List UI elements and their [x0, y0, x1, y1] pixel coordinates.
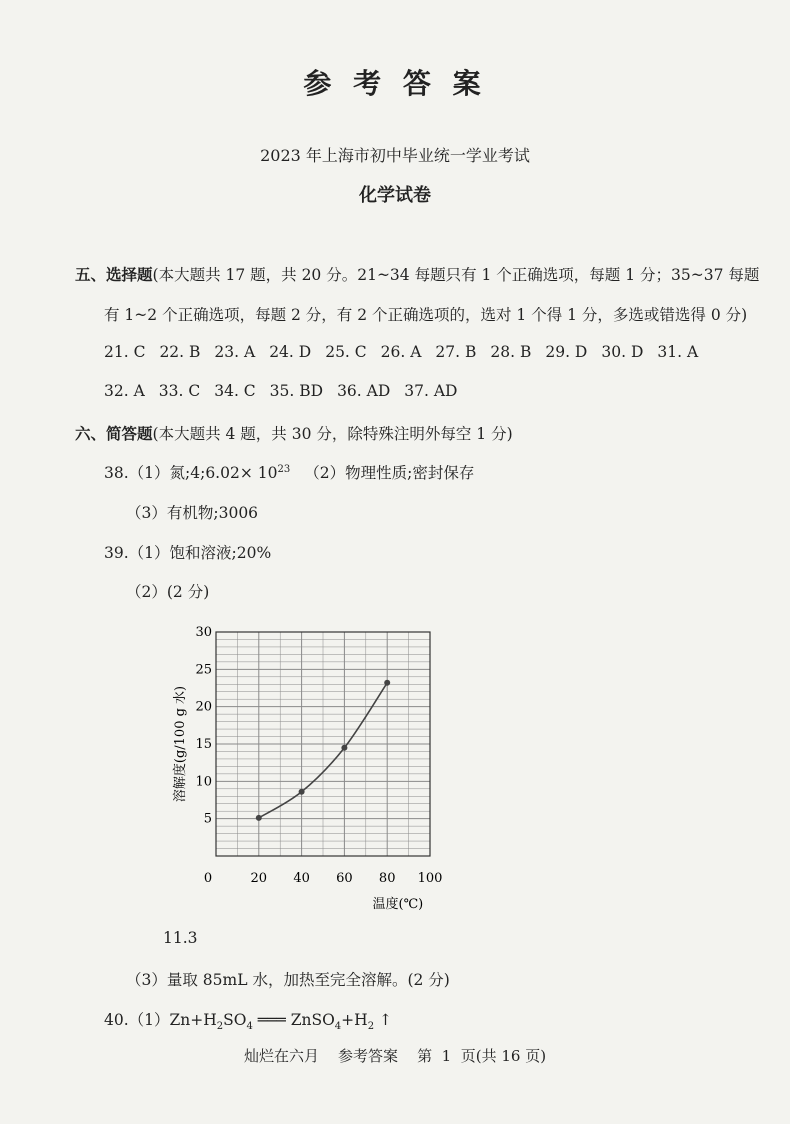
- q39-p2-text: (2 分): [166, 583, 210, 601]
- answer-item: 22. B: [159, 343, 201, 361]
- solubility-chart: [170, 620, 460, 920]
- q39-p3-text: 量取 85mL 水，加热至完全溶解。(2 分): [166, 971, 450, 989]
- q39-line3: [126, 968, 450, 990]
- answer-item: 37. AD: [404, 382, 458, 400]
- paper-name: 化学试卷: [359, 185, 431, 206]
- answer-item: 31. A: [657, 343, 699, 361]
- y-tick-label: 30: [195, 625, 212, 640]
- answer-item: 28. B: [490, 343, 532, 361]
- q39-value: 11.3: [163, 929, 198, 947]
- eq-equals: ═══: [252, 1011, 291, 1029]
- y-axis-label: 溶解度(g/100 g 水): [173, 685, 188, 803]
- section6-line: [75, 422, 513, 444]
- answer-item: 32. A: [104, 382, 145, 400]
- answer-item: 21. C: [104, 343, 146, 361]
- answer-item: 35. BD: [269, 382, 324, 400]
- page-footer: 灿烂在六月 参考答案 第 1 页(共 16 页): [243, 1047, 547, 1065]
- answer-item: 25. C: [325, 343, 367, 361]
- q40-p1-label: 40.（1）: [104, 1011, 170, 1029]
- q38-line2: [126, 501, 258, 523]
- x-tick-label: 0: [203, 871, 213, 886]
- section6-desc: (本大题共 4 题，共 30 分，除特殊注明外每空 1 分): [152, 425, 513, 443]
- answer-item: 24. D: [269, 343, 312, 361]
- answer-item: 36. AD: [337, 382, 391, 400]
- q38-p3-text: 有机物;3006: [166, 504, 259, 522]
- answer-item: 26. A: [380, 343, 422, 361]
- q38-p2-text: 物理性质;密封保存: [345, 464, 475, 482]
- q38-line1: [104, 461, 474, 483]
- gas-arrow: ↑: [374, 1011, 392, 1029]
- answers-row1: [104, 343, 698, 361]
- answer-item: 29. D: [545, 343, 588, 361]
- answer-item: 34. C: [214, 382, 256, 400]
- eq-sub: 2: [367, 1021, 375, 1033]
- data-point: [384, 680, 390, 686]
- eq-part: SO: [223, 1011, 247, 1029]
- eq-sub: 4: [334, 1021, 342, 1033]
- y-tick-label: 20: [195, 699, 212, 715]
- section6-heading: 六、简答题: [75, 424, 153, 443]
- q38-p1-label: 38.（1）: [104, 464, 170, 482]
- section5-desc2: 有 1~2 个正确选项，每题 2 分，有 2 个正确选项的，选对 1 个得 1 分，多选或错选得 0 分): [104, 306, 748, 324]
- x-axis-label: 温度(℃): [372, 897, 424, 912]
- page-title: 参 考 答 案: [303, 67, 487, 100]
- q38-p1-text: 氮;4;6.02× 10: [169, 464, 278, 482]
- answer-item: 30. D: [601, 343, 644, 361]
- q38-p3-label: （3）: [126, 504, 167, 522]
- section5-heading: 五、选择题: [75, 265, 153, 284]
- eq-part: ZnSO: [290, 1011, 335, 1029]
- q38-p1-sup: 23: [277, 463, 291, 475]
- eq-part: +H: [341, 1011, 368, 1029]
- y-tick-label: 25: [195, 662, 212, 678]
- q39-p2-label: （2）: [126, 583, 167, 601]
- x-tick-label: 60: [336, 871, 353, 886]
- y-tick-label: 15: [195, 737, 212, 752]
- equation: [169, 1011, 392, 1033]
- data-point: [299, 789, 305, 795]
- data-point: [256, 815, 262, 821]
- q39-line2: [126, 580, 209, 602]
- section5-desc1: (本大题共 17 题，共 20 分。21~34 每题只有 1 个正确选项，每题 1 分；35~37 每题: [152, 266, 760, 284]
- answer-item: 23. A: [214, 343, 256, 361]
- q38-p2-label: （2）: [304, 464, 346, 482]
- q39-p1-label: 39.（1）: [104, 544, 170, 562]
- eq-sub: 4: [246, 1021, 253, 1033]
- eq-part: Zn+H: [169, 1011, 217, 1029]
- section5-line1: [75, 263, 759, 285]
- x-tick-label: 40: [293, 871, 310, 886]
- q39-p1-text: 饱和溶液;20%: [169, 544, 272, 562]
- answers-row2: [104, 382, 471, 400]
- y-tick-label: 5: [203, 811, 212, 827]
- answer-item: 27. B: [435, 343, 477, 361]
- chart-grid: [216, 632, 430, 856]
- exam-subtitle: 2023 年上海市初中毕业统一学业考试: [260, 146, 530, 165]
- x-tick-label: 100: [417, 871, 443, 886]
- answer-item: 33. C: [158, 382, 201, 400]
- q40-line1: [104, 1008, 392, 1032]
- data-point: [341, 745, 347, 751]
- x-tick-label: 80: [378, 871, 396, 886]
- eq-sub: 2: [216, 1021, 224, 1033]
- q39-p3-label: （3）: [126, 971, 167, 989]
- x-tick-label: 20: [250, 871, 268, 886]
- y-tick-label: 10: [195, 774, 212, 790]
- q39-line1: [104, 541, 271, 563]
